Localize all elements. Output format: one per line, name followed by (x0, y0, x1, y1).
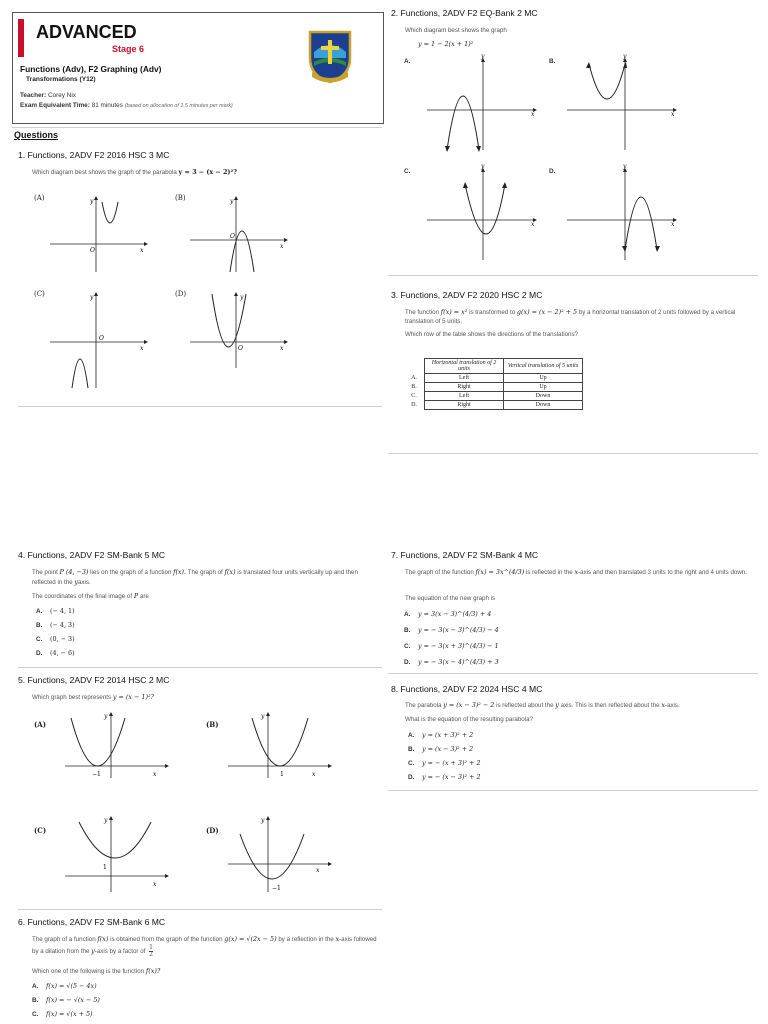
q3-row-h: Right (425, 401, 504, 410)
q3-row-opt: C. (411, 393, 417, 399)
q1a-x-label: x (140, 247, 144, 254)
q7-opt-letter: C. (404, 643, 411, 650)
q4-text-e: axis. (77, 578, 91, 586)
q3-col1: Horizontal translation of 2 units (425, 359, 504, 374)
q2-expr: y = 1 − 2(x + 1)² (418, 40, 474, 48)
q4-f2: f(x) (224, 568, 236, 576)
q1c-origin-label: O (99, 335, 104, 342)
q6-option-b[interactable] (32, 996, 100, 1004)
q6-question-f: f(x)? (145, 967, 161, 975)
q5-prompt: Which graph best represents (32, 694, 112, 701)
q8-opt-value: y = − (x − 3)² + 2 (422, 773, 481, 781)
q7-opt-value: y = − 3(x − 3)^(4/3) − 4 (418, 626, 499, 634)
q3-row-v: Up (504, 374, 583, 383)
q1-title: 1. Functions, 2ADV F2 2016 HSC 3 MC (18, 150, 170, 160)
q2-label-c: C. (404, 168, 411, 175)
q7-opt-letter: A. (404, 611, 411, 618)
q3-question: Which row of the table shows the directions of the translations? (405, 331, 578, 338)
q3-text (405, 308, 755, 327)
q3-row-opt: A. (411, 375, 417, 381)
q4-question-b: are (139, 593, 149, 600)
q8-option-c[interactable] (408, 759, 481, 767)
q2b-y-label: y (623, 54, 627, 60)
q5-label-a: (A) (34, 720, 47, 729)
q4-point: P (4, −3) (59, 568, 89, 576)
questions-heading: Questions (14, 130, 59, 140)
q1-graph-b (190, 194, 290, 274)
q6-fraction (149, 945, 153, 958)
q2-graph-a (425, 54, 545, 154)
q6-opt-value: f(x) = √(5 − 4x) (46, 982, 97, 990)
q8-option-d[interactable] (408, 773, 481, 781)
q3-row-v: Down (504, 392, 583, 401)
q3-f: f(x) = x² (440, 308, 468, 316)
q7-opt-value: y = 3(x − 3)^(4/3) + 4 (418, 610, 492, 618)
teacher-name: Corey Nix (47, 92, 77, 99)
q1c-x-label: x (140, 345, 144, 352)
q2a-x-label: x (531, 111, 535, 118)
q1c-y-label: y (90, 294, 94, 301)
q5d-x-label: x (316, 867, 320, 874)
q8-axis1: y (555, 701, 559, 709)
q7-option-a[interactable] (404, 610, 491, 618)
topic-title: Transformations (Y12) (26, 76, 96, 83)
q3-table (404, 358, 583, 410)
q2d-x-label: x (671, 221, 675, 228)
q3-row-c[interactable] (404, 392, 583, 401)
q2-graph-c (425, 164, 545, 264)
q4-f1: f(x). (173, 568, 187, 576)
q3-text-c: by a horizontal translation of 2 units followed by a vertical translation of 5 units. (405, 309, 736, 325)
q2b-x-label: x (671, 111, 675, 118)
teacher-line (20, 92, 76, 99)
q2a-y-label: y (481, 54, 485, 60)
teacher-label: Teacher: (20, 92, 47, 99)
course-title: Functions (Adv), F2 Graphing (Adv) (20, 64, 162, 74)
q7-axis: x (574, 568, 579, 576)
q8-question: What is the equation of the resulting parabola? (405, 716, 533, 723)
q2-prompt: Which diagram best shows the graph (405, 27, 507, 34)
q4-opt-letter: C. (36, 636, 43, 643)
q4-text-c: The graph of (187, 569, 223, 576)
q4-opt-value: (4, − 6) (50, 649, 75, 657)
q4-question-a: The coordinates of the final image of (32, 593, 133, 600)
q7-text-a: The graph of the function (405, 569, 474, 576)
q6-title: 6. Functions, 2ADV F2 SM-Bank 6 MC (18, 917, 166, 927)
q6-text (32, 935, 377, 958)
q8-text (405, 701, 755, 711)
time-line (20, 102, 233, 109)
q7-title: 7. Functions, 2ADV F2 SM-Bank 4 MC (391, 550, 539, 560)
q3-row-opt: D. (411, 402, 417, 408)
q4-opt-letter: D. (36, 650, 43, 657)
q4-axis: y (74, 577, 78, 586)
q1a-origin-label: O (90, 247, 95, 254)
q1a-y-label: y (90, 198, 94, 205)
q1-graph-d (190, 290, 290, 370)
q8-text-d: -axis. (664, 702, 680, 709)
q6-question (32, 967, 160, 977)
q4-opt-letter: A. (36, 608, 43, 615)
q3-row-opt: B. (411, 384, 417, 390)
q7-text (405, 568, 755, 578)
q5-graph-b (228, 710, 338, 780)
q5-expr: y = (x − 1)²? (112, 693, 154, 701)
q3-row-d[interactable] (404, 401, 583, 410)
q1b-x-label: x (280, 243, 284, 250)
q8-opt-letter: C. (408, 760, 415, 767)
q3-text-a: The function (405, 309, 440, 316)
q1b-y-label: y (230, 198, 234, 205)
q2-graph-b (565, 54, 685, 154)
q4-title: 4. Functions, 2ADV F2 SM-Bank 5 MC (18, 550, 166, 560)
q4-text-d: is translated four units vertically up and then reflected in the (32, 569, 358, 586)
q6-option-a[interactable] (32, 982, 97, 990)
q8-text-c: axis. This is then reflected about the (560, 702, 660, 709)
q1-graph-c (50, 290, 150, 390)
q5b-x-label: x (312, 771, 316, 778)
q7-opt-letter: D. (404, 659, 411, 666)
q5d-tick: −1 (272, 885, 281, 892)
q7-opt-letter: B. (404, 627, 411, 634)
q2-label-b: B. (549, 58, 556, 65)
q7-text-b: is reflected in the (525, 569, 573, 576)
q4-option-a[interactable] (36, 607, 75, 615)
q6-f: f(x) (97, 935, 109, 943)
q1-label-b: (B) (175, 194, 186, 202)
q8-opt-letter: D. (408, 774, 415, 781)
q5c-y-label: y (104, 817, 108, 824)
q4-option-d[interactable] (36, 649, 75, 657)
q5-label-d: (D) (206, 826, 219, 835)
q7-option-d[interactable] (404, 658, 499, 666)
q5-label-b: (B) (206, 720, 219, 729)
q5a-tick: −1 (92, 771, 101, 778)
q6-text-a: The graph of a function (32, 936, 96, 943)
q6-opt-letter: A. (32, 983, 39, 990)
q2-graph-d (565, 164, 685, 264)
q8-opt-value: y = (x + 3)² + 2 (422, 731, 474, 739)
q4-opt-value: (− 4, 1) (50, 607, 75, 615)
q7-f: f(x) = 3x^(4/3) (475, 568, 525, 576)
q1d-origin-label: O (238, 345, 243, 352)
q6-text-e: -axis by a factor of (94, 948, 146, 956)
q5d-y-label: y (261, 817, 265, 824)
q1d-x-label: x (280, 345, 284, 352)
q1b-origin-label: O (230, 233, 235, 240)
q8-opt-value: y = (x − 3)² + 2 (422, 745, 474, 753)
q6-question-text: Which one of the following is the function (32, 968, 145, 975)
q8-expr: y = (x − 3)² − 2 (443, 701, 495, 709)
q3-row-h: Left (425, 392, 504, 401)
q1-label-c: (C) (34, 290, 45, 298)
q8-option-a[interactable] (408, 731, 473, 739)
q2c-x-label: x (531, 221, 535, 228)
q5-graph-c (65, 814, 175, 894)
q6-g: g(x) = √(2x − 5) (224, 935, 277, 943)
q5-label-c: (C) (34, 826, 47, 835)
q6-opt-value: f(x) = √(x + 5) (46, 1010, 93, 1018)
q6-opt-letter: B. (32, 997, 39, 1004)
q1-prompt: Which diagram best shows the graph of the parabola (32, 169, 177, 176)
q8-text-a: The parabola (405, 702, 442, 709)
q8-text-b: is reflected about the (496, 702, 554, 709)
q6-text-d: -axis followed by a dilation from the (32, 936, 377, 956)
q8-opt-value: y = − (x + 3)² + 2 (422, 759, 481, 767)
q4-question (32, 592, 149, 602)
q4-option-c[interactable] (36, 635, 75, 643)
q2c-y-label: y (481, 164, 485, 170)
q3-g: g(x) = (x − 2)² + 5 (516, 308, 578, 316)
q5-graph-a (65, 710, 175, 780)
q5a-y-label: y (104, 713, 108, 720)
time-note: (based on allocation of 1.5 minutes per mark) (124, 103, 233, 109)
q3-text-b: is transformed to (469, 309, 516, 316)
q1-label-d: (D) (175, 290, 187, 298)
q8-option-b[interactable] (408, 745, 473, 753)
q3-row-v: Down (504, 401, 583, 410)
q6-text-b: is obtained from the graph of the function (110, 936, 223, 943)
q5b-y-label: y (261, 713, 265, 720)
brand-title: ADVANCED (36, 22, 137, 42)
time-value: 81 minutes (91, 102, 123, 109)
q6-text-c: by a reflection in the (278, 936, 334, 943)
q4-option-b[interactable] (36, 621, 75, 629)
q1-expr: y = 3 − (x − 2)²? (178, 168, 237, 176)
header-accent-bar (18, 19, 24, 57)
q6-frac-num: 1 (149, 943, 153, 951)
q6-opt-letter: C. (32, 1011, 39, 1018)
q6-axis2: y (91, 947, 95, 956)
q3-row-h: Right (425, 383, 504, 392)
q8-opt-letter: B. (408, 746, 415, 753)
q4-text-a: The point (32, 569, 58, 576)
q8-title: 8. Functions, 2ADV F2 2024 HSC 4 MC (391, 684, 543, 694)
q7-option-c[interactable] (404, 642, 499, 650)
q7-option-b[interactable] (404, 626, 499, 634)
q6-axis1: x (335, 935, 340, 943)
q1-label-a: (A) (34, 194, 45, 202)
time-label: Exam Equivalent Time: (20, 102, 90, 109)
q7-opt-value: y = − 3(x + 3)^(4/3) − 1 (418, 642, 499, 650)
q1-text (32, 168, 237, 178)
q3-row-h: Left (425, 374, 504, 383)
q5-text (32, 693, 154, 703)
q5-graph-d (228, 814, 338, 894)
q3-row-v: Up (504, 383, 583, 392)
q7-question: The equation of the new graph is (405, 595, 496, 602)
q2-label-a: A. (404, 58, 411, 65)
q7-text-c: -axis and then translated 3 units to the right and 4 units down. (578, 569, 747, 576)
q4-text (32, 568, 377, 588)
q3-col2: Vertical translation of 5 units (504, 359, 583, 374)
q2d-y-label: y (623, 164, 627, 170)
q8-opt-letter: A. (408, 732, 415, 739)
school-crest-icon (306, 28, 354, 84)
q6-opt-value: f(x) = − √(x − 5) (46, 996, 100, 1004)
q5c-tick: 1 (103, 864, 107, 871)
q2-title: 2. Functions, 2ADV F2 EQ-Bank 2 MC (391, 8, 538, 18)
q4-question-p: P (133, 592, 139, 600)
q4-opt-value: (0, − 3) (50, 635, 75, 643)
q8-axis2: x (661, 701, 665, 709)
q3-table-wrap (404, 358, 583, 410)
q5-title: 5. Functions, 2ADV F2 2014 HSC 2 MC (18, 675, 170, 685)
q1-graph-a (50, 194, 150, 274)
q3-row-a[interactable] (404, 374, 583, 383)
q3-title: 3. Functions, 2ADV F2 2020 HSC 2 MC (391, 290, 543, 300)
q6-option-c[interactable] (32, 1010, 93, 1018)
q7-opt-value: y = − 3(x − 4)^(4/3) + 3 (418, 658, 499, 666)
q1d-y-label: y (240, 294, 244, 301)
q6-frac-den: 2 (149, 950, 153, 958)
q5a-x-label: x (153, 771, 157, 778)
q4-opt-value: (− 4, 3) (50, 621, 75, 629)
q5b-tick: 1 (280, 771, 284, 778)
q3-row-b[interactable] (404, 383, 583, 392)
q2-label-d: D. (549, 168, 556, 175)
stage-label: Stage 6 (112, 44, 145, 54)
q4-opt-letter: B. (36, 622, 43, 629)
q5c-x-label: x (153, 881, 157, 888)
q4-text-b: lies on the graph of a function (90, 569, 172, 576)
